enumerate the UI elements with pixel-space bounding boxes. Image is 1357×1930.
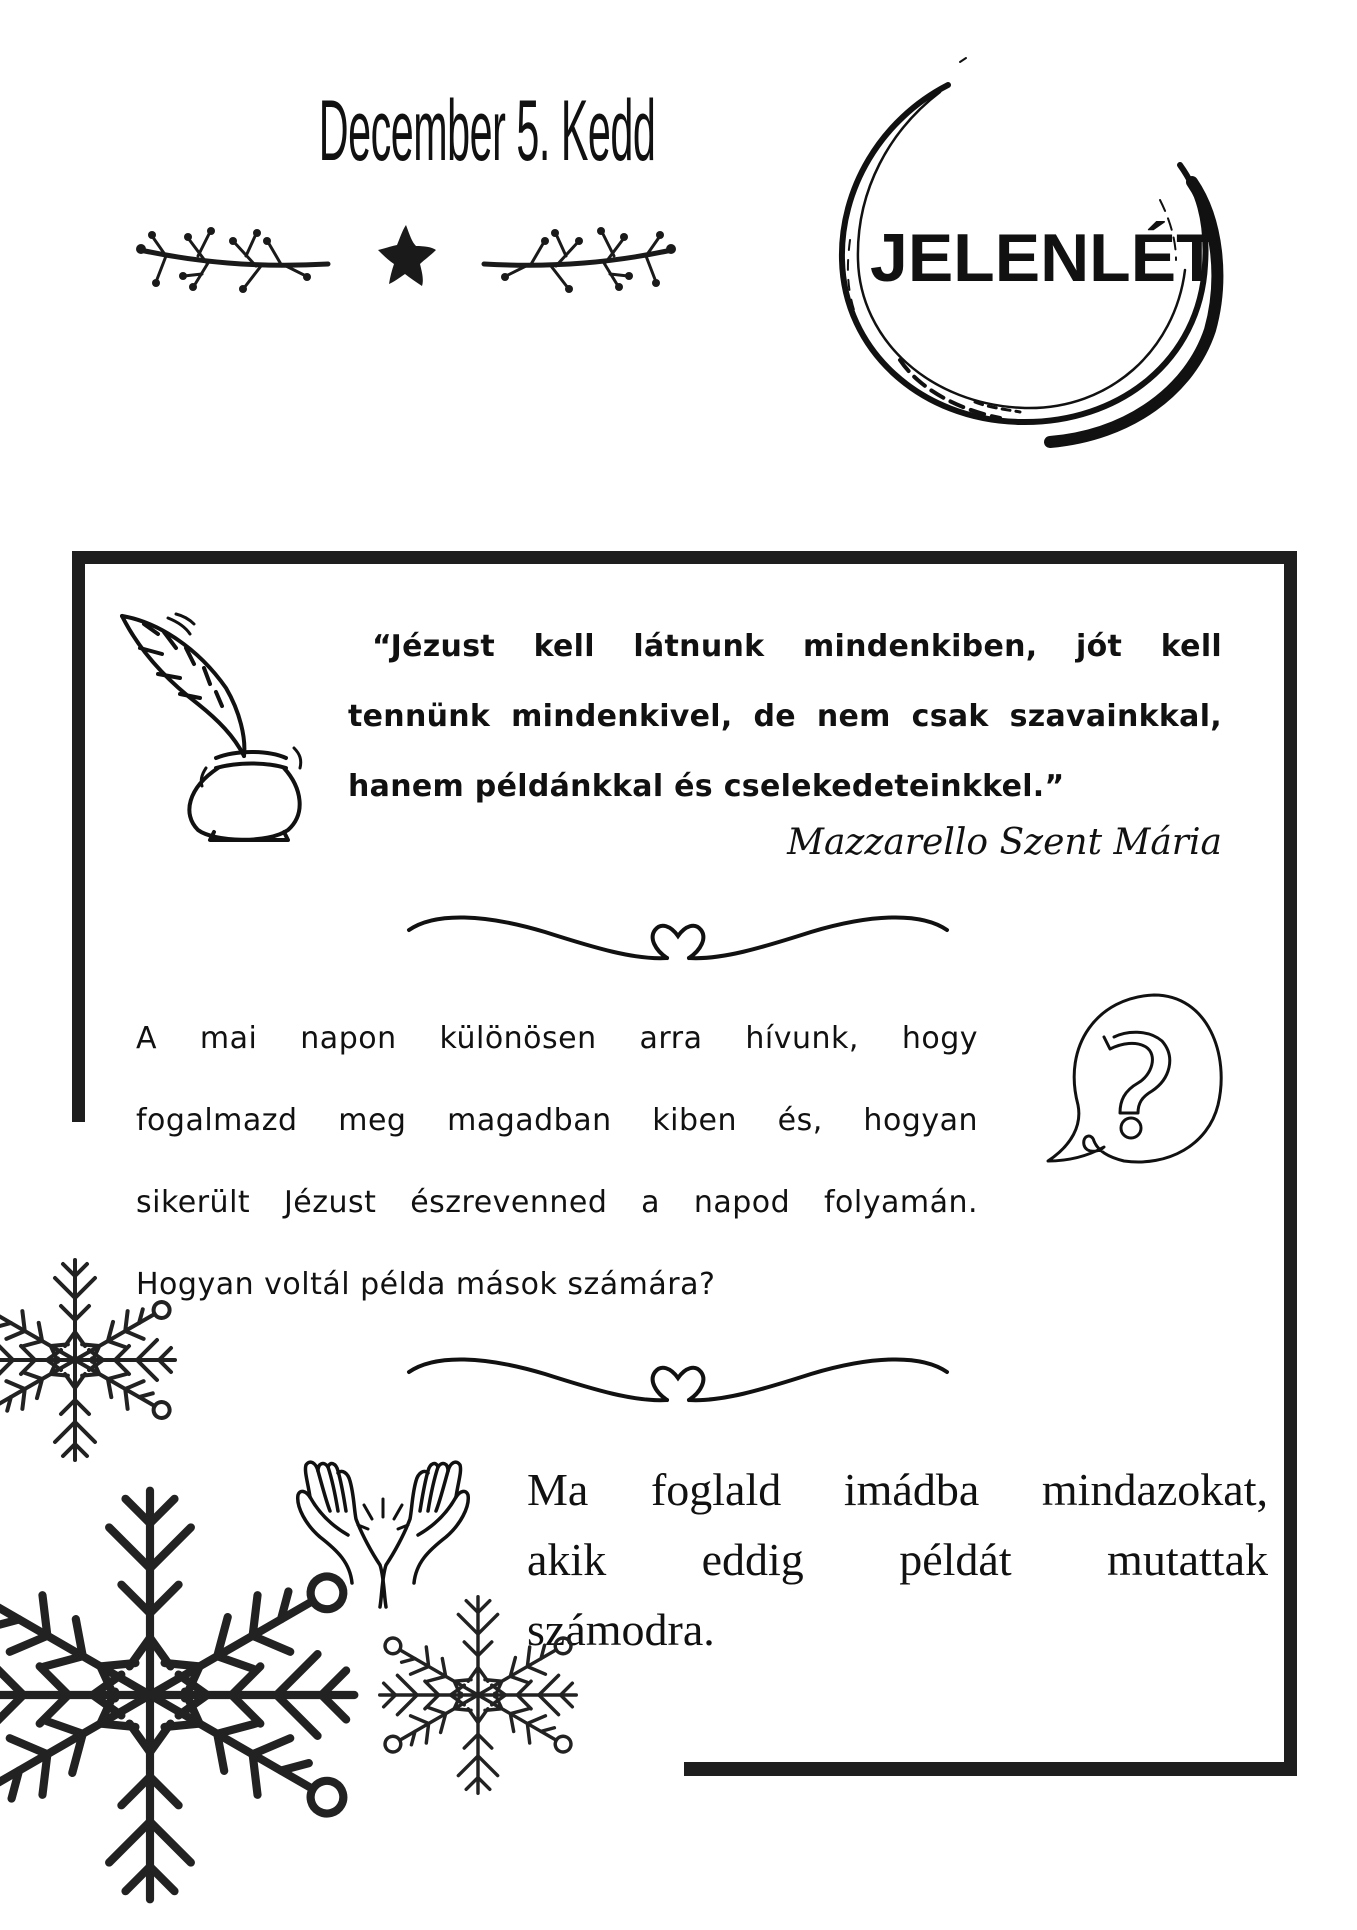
quote-line: hanem példánkkal és cselekedeteinkkel.”: [348, 769, 1065, 804]
snowflake-icon: [0, 1460, 385, 1930]
star-icon: [372, 222, 440, 290]
frame-border-right: [1284, 551, 1297, 1776]
quote-line: “Jézust kell látnunk mindenkiben, jót kell: [372, 629, 1222, 664]
reflection-text: [136, 998, 978, 1326]
quote-text: [348, 612, 1222, 822]
prayer-line: akik eddig példát mutattak: [527, 1534, 1268, 1585]
quote-line: tennünk mindenkivel, de nem csak szavainkkal,: [348, 699, 1222, 734]
branch-right-icon: [480, 222, 676, 298]
question-bubble-icon: [1038, 985, 1228, 1167]
frame-border-top: [72, 551, 1297, 564]
reflection-line: sikerült Jézust észrevenned a napod folyamán.: [136, 1185, 978, 1220]
prayer-line: Ma foglald imádba mindazokat,: [527, 1464, 1268, 1515]
reflection-line: A mai napon különösen arra hívunk, hogy: [136, 1021, 978, 1056]
branch-left-icon: [136, 222, 332, 298]
quill-inkwell-icon: [118, 608, 328, 844]
heart-flourish-divider: [405, 908, 951, 968]
frame-border-bottom: [684, 1762, 1297, 1776]
reflection-line: fogalmazd meg magadban kiben és, hogyan: [136, 1103, 978, 1138]
frame-border-left: [72, 551, 85, 1122]
snowflake-icon: [365, 1582, 591, 1808]
quote-author: Mazzarello Szent Mária: [787, 822, 1222, 863]
prayer-line: számodra.: [527, 1604, 715, 1655]
heart-flourish-divider: [405, 1350, 951, 1410]
date-title: December 5. Kedd: [318, 83, 656, 179]
logo-word: JELENLÉT: [870, 220, 1218, 296]
snowflake-icon: [0, 1245, 190, 1475]
reflection-line: Hogyan voltál példa mások számára?: [136, 1267, 716, 1302]
prayer-text: [527, 1455, 1268, 1665]
